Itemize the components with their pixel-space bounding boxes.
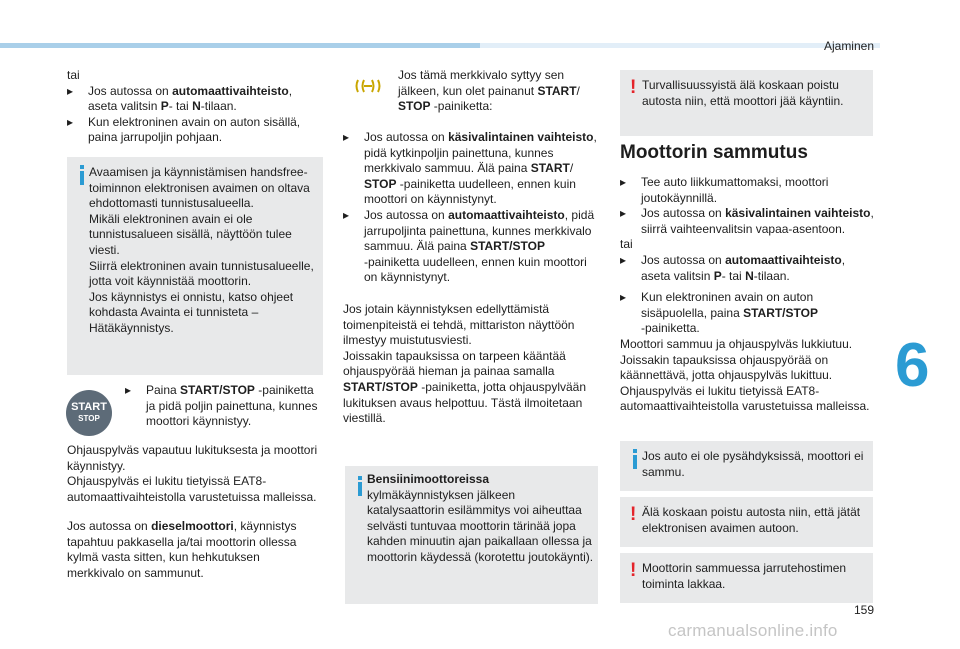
bullet-icon: ▸ xyxy=(620,252,627,267)
bullet-icon: ▸ xyxy=(620,206,627,221)
bullet-icon: ▸ xyxy=(620,175,627,189)
col1-para1: Ohjauspylväs vapautuu lukituksesta ja moottori käynnistyy. Ohjauspylväs ei lukitu tietyissä EAT8- automaattivaihteistolla varustetuissa malleissa. xyxy=(67,443,318,504)
col3-steps: ▸ Tee auto liikkumattomaksi, moottori joutokäynnillä. ▸ Jos autossa on käsivalintainen vaihteisto, siirrä vaihteenvalitsin vapaa-asentoon. tai ▸ Jos autossa on automaattivaihteisto, aseta valitsin P- tai N-tilaan. ▸ Kun elektroninen avain on auton sisäpuolella, paina START/STOP -painiketta. Moottori sammuu ja ohjauspylväs lukkiutuu. Joissakin tapauksissa ohjauspyörää on käännettävä, jotta ohjauspylväs lukittuu. Ohjauspylväs ei lukitu tietyissä EAT8- automaattivaihteistolla varustetuissa malleissa. xyxy=(620,175,880,415)
warning-icon: ! xyxy=(630,560,637,581)
warning-icon: ! xyxy=(630,77,637,98)
col2-para: Jos jotain käynnistyksen edellyttämistä toimenpiteistä ei tehdä, mittariston näyttöön ilmestyy muistutusviesti. Joissakin tapauksissa on tarpeen kääntää ohjauspyörää hieman ja painaa samalla START/STOP -painiketta, jotta ohjauspylvään lukituksen avaus helpottuu. Tästä ilmoitetaan viestillä. xyxy=(343,302,587,426)
section-title: Ajaminen xyxy=(823,39,874,53)
list-item: ▸ Tee auto liikkumattomaksi, moottori joutokäynnillä. xyxy=(620,175,829,205)
warning-icon: ! xyxy=(630,504,637,525)
watermark: carmanualsonline.info xyxy=(668,621,838,640)
list-item: ▸ Jos autossa on automaattivaihteisto, aseta valitsin P- tai N-tilaan. xyxy=(620,252,846,283)
info-box-not-stopped: Jos auto ei ole pysähdyksissä, moottori ei sammu. xyxy=(620,441,873,491)
lamp-text: Jos tämä merkkivalo syttyy sen jälkeen, kun olet painanut START/ STOP -painiketta: xyxy=(398,68,580,114)
info-box-handsfree: Avaamisen ja käynnistämisen handsfree- toiminnon elektronisen avaimen on oltava ehdottomasti tunnistusalueella. Mikäli elektroninen avain ei ole tunnistusalueen sisällä, näyttöön tulee viesti. Siirrä elektroninen avain tunnistusalueelle, jotta voit käynnistää moottorin. Jos käynnistys ei onnistu, katso ohjeet kohdasta Avainta ei tunnisteta – Hätäkäynnistys. xyxy=(67,157,323,375)
start-stop-button-icon: START STOP xyxy=(66,390,112,436)
col1-para2: Jos autossa on dieselmoottori, käynnistys tapahtuu pakkasella ja/tai moottorin ollessa kylmä vasta sitten, kun hehkutuksen merkkivalo on sammunut. xyxy=(67,519,297,580)
info-icon xyxy=(76,165,90,187)
or-text: tai xyxy=(67,68,80,82)
list-item: ▸ Jos autossa on automaattivaihteisto, pidä jarrupoljinta painettuna, kunnes merkkivalo sammuu. Älä paina START/STOP -painiketta uudelleen, ennen kuin moottori on käynnistynyt. xyxy=(343,207,595,285)
info-icon xyxy=(629,449,643,471)
list-item: ▸ Kun elektroninen avain on auton sisällä, paina jarrupoljin pohjaan. xyxy=(67,114,301,145)
heading-engine-stop: Moottorin sammutus xyxy=(620,142,808,163)
warning-box-key: ! Älä koskaan poistu autosta niin, että jätät elektronisen avaimen autoon. xyxy=(620,497,873,547)
preheat-lamp-icon xyxy=(355,78,381,94)
warning-box-brake: ! Moottorin sammuessa jarrutehostimen toiminta lakkaa. xyxy=(620,553,873,603)
col2-bullets xyxy=(343,130,603,286)
bullet-icon: ▸ xyxy=(620,290,627,305)
bullet-icon: ▸ xyxy=(343,130,350,144)
info-icon xyxy=(354,476,368,498)
header-rule-right xyxy=(480,43,880,48)
bullet-icon: ▸ xyxy=(343,207,350,222)
header-rule-left xyxy=(0,43,480,48)
press-instruction: ▸ Paina START/STOP -painiketta ja pidä poljin painettuna, kunnes moottori käynnistyy. xyxy=(125,383,318,429)
list-item: ▸ Jos autossa on käsivalintainen vaihteisto, siirrä vaihteenvalitsin vapaa-asentoon. xyxy=(620,206,874,236)
info-box-petrol: Bensiinimoottoreissa kylmäkäynnistyksen jälkeen katalysaattorin esilämmitys voi aiheuttaa selvästi tuntuvaa moottorin tärinää jopa kahden minuutin ajan paikallaan ollessa ja moottorin käydessä (korotettu joutokäynti). xyxy=(345,466,598,604)
page-number: 159 xyxy=(853,603,874,617)
bullet-icon: ▸ xyxy=(67,114,74,129)
or-text: tai xyxy=(620,237,633,252)
bullet-icon: ▸ xyxy=(125,383,132,397)
bullet-icon: ▸ xyxy=(67,83,74,98)
list-item: ▸ Jos autossa on automaattivaihteisto, aseta valitsin P- tai N-tilaan. xyxy=(67,83,293,114)
chapter-number: 6 xyxy=(895,331,930,400)
list-item: ▸ Kun elektroninen avain on auton sisäpuolella, paina START/STOP -painiketta. xyxy=(620,290,818,336)
list-item: ▸ Jos autossa on käsivalintainen vaihteisto, pidä kytkinpoljin painettuna, kunnes merkkivalo sammuu. Älä paina START/ STOP -painiketta uudelleen, ennen kuin moottori on käynnistynyt. xyxy=(343,130,597,207)
col1-intro xyxy=(67,68,329,146)
warning-box-leave-running: ! Turvallisuussyistä älä koskaan poistu autosta niin, että moottori jää käyntiin. xyxy=(620,70,873,136)
